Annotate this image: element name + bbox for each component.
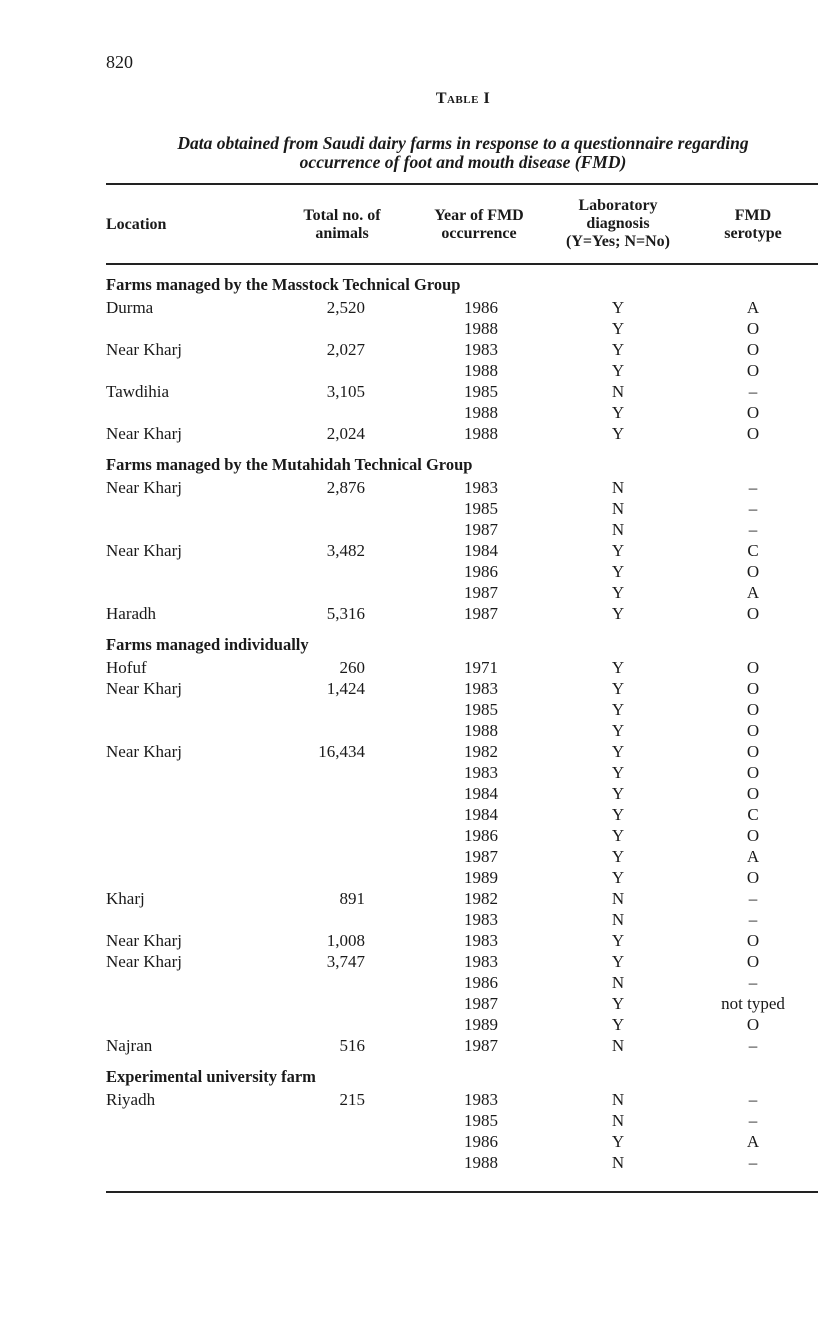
cell-year: 1989 xyxy=(464,1015,498,1034)
cell-location: Haradh xyxy=(106,604,157,623)
cell-total: 1,008 xyxy=(326,931,365,950)
table-row xyxy=(106,360,818,381)
cell-location: Hofuf xyxy=(106,658,147,677)
cell-serotype: – xyxy=(748,520,758,539)
cell-location: Near Kharj xyxy=(106,478,182,497)
cell-lab: Y xyxy=(611,340,625,359)
cell-total: 3,105 xyxy=(326,382,365,401)
cell-year: 1986 xyxy=(464,562,498,581)
cell-year: 1988 xyxy=(464,319,498,338)
cell-lab: N xyxy=(611,1111,625,1130)
cell-location: Near Kharj xyxy=(106,679,182,698)
cell-total: 260 xyxy=(339,658,365,677)
table-row xyxy=(106,657,818,678)
cell-serotype: O xyxy=(746,403,760,422)
table-caption xyxy=(0,134,828,172)
cell-year: 1984 xyxy=(464,541,498,560)
cell-total: 891 xyxy=(339,889,365,908)
section-heading: Farms managed by the Masstock Technical Group xyxy=(106,275,461,294)
cell-total: 215 xyxy=(339,1090,365,1109)
cell-lab: Y xyxy=(611,994,625,1013)
cell-serotype: – xyxy=(748,1036,758,1055)
cell-lab: N xyxy=(611,478,625,497)
cell-serotype: A xyxy=(746,298,760,317)
cell-year: 1983 xyxy=(464,340,498,359)
cell-serotype: not typed xyxy=(721,994,785,1013)
cell-lab: Y xyxy=(611,1132,625,1151)
cell-serotype: O xyxy=(746,604,760,623)
cell-lab: Y xyxy=(611,361,625,380)
table-row xyxy=(106,678,818,699)
cell-serotype: O xyxy=(746,931,760,950)
top-rule xyxy=(106,183,818,185)
cell-serotype: – xyxy=(748,478,758,497)
section-heading: Farms managed by the Mutahidah Technical Group xyxy=(106,455,473,474)
cell-lab: Y xyxy=(611,805,625,824)
cell-year: 1988 xyxy=(464,1153,498,1172)
section-heading: Experimental university farm xyxy=(106,1067,316,1086)
table-body xyxy=(106,273,818,1173)
header-serotype xyxy=(703,207,803,243)
table-row xyxy=(106,951,818,972)
cell-lab: N xyxy=(611,382,625,401)
cell-location: Riyadh xyxy=(106,1090,156,1109)
cell-total: 2,024 xyxy=(326,424,365,443)
cell-year: 1983 xyxy=(464,931,498,950)
cell-serotype: O xyxy=(746,700,760,719)
table-row xyxy=(106,1014,818,1035)
cell-location: Near Kharj xyxy=(106,541,182,560)
cell-location: Near Kharj xyxy=(106,742,182,761)
cell-year: 1986 xyxy=(464,973,498,992)
header-line: Laboratory xyxy=(578,197,658,214)
cell-year: 1988 xyxy=(464,361,498,380)
cell-year: 1984 xyxy=(464,784,498,803)
cell-lab: Y xyxy=(611,700,625,719)
table-row xyxy=(106,930,818,951)
cell-year: 1987 xyxy=(464,994,498,1013)
table-row xyxy=(106,1110,818,1131)
cell-year: 1987 xyxy=(464,583,498,602)
cell-total: 2,520 xyxy=(326,298,365,317)
cell-total: 5,316 xyxy=(326,604,365,623)
cell-serotype: O xyxy=(746,784,760,803)
cell-location: Near Kharj xyxy=(106,424,182,443)
cell-year: 1987 xyxy=(464,1036,498,1055)
cell-lab: N xyxy=(611,520,625,539)
header-line: (Y=Yes; N=No) xyxy=(566,233,670,250)
cell-year: 1983 xyxy=(464,763,498,782)
cell-year: 1985 xyxy=(464,499,498,518)
cell-serotype: O xyxy=(746,679,760,698)
table-row xyxy=(106,381,818,402)
cell-serotype: O xyxy=(746,340,760,359)
header-line: FMD xyxy=(734,207,772,224)
cell-year: 1982 xyxy=(464,889,498,908)
table-row xyxy=(106,762,818,783)
cell-year: 1987 xyxy=(464,847,498,866)
cell-year: 1985 xyxy=(464,1111,498,1130)
header-line: Year of FMD xyxy=(434,207,524,224)
cell-lab: Y xyxy=(611,1015,625,1034)
cell-serotype: A xyxy=(746,583,760,602)
table-row xyxy=(106,297,818,318)
table-row xyxy=(106,540,818,561)
table-row xyxy=(106,846,818,867)
table-row xyxy=(106,1035,818,1056)
bottom-rule xyxy=(106,1191,818,1193)
table-row xyxy=(106,783,818,804)
table-row xyxy=(106,603,818,624)
cell-location: Tawdihia xyxy=(106,382,170,401)
header-rule xyxy=(106,263,818,265)
header-location: Location xyxy=(106,216,167,233)
cell-year: 1983 xyxy=(464,952,498,971)
table-row xyxy=(106,519,818,540)
cell-serotype: C xyxy=(747,541,759,560)
cell-serotype: O xyxy=(746,361,760,380)
cell-lab: Y xyxy=(611,784,625,803)
cell-total: 2,876 xyxy=(326,478,365,497)
header-line: animals xyxy=(315,225,369,242)
header-line: serotype xyxy=(724,225,782,242)
cell-serotype: – xyxy=(748,973,758,992)
cell-serotype: – xyxy=(748,1153,758,1172)
cell-lab: Y xyxy=(611,952,625,971)
cell-serotype: – xyxy=(748,1111,758,1130)
table-row xyxy=(106,1089,818,1110)
cell-serotype: – xyxy=(748,889,758,908)
cell-lab: Y xyxy=(611,679,625,698)
table-row xyxy=(106,1152,818,1173)
cell-lab: Y xyxy=(611,583,625,602)
header-line: diagnosis xyxy=(586,215,650,232)
cell-year: 1987 xyxy=(464,520,498,539)
table-row xyxy=(106,402,818,423)
cell-serotype: O xyxy=(746,742,760,761)
table-row xyxy=(106,741,818,762)
cell-serotype: O xyxy=(746,424,760,443)
cell-year: 1988 xyxy=(464,424,498,443)
cell-serotype: O xyxy=(746,826,760,845)
cell-serotype: O xyxy=(746,763,760,782)
cell-lab: N xyxy=(611,889,625,908)
cell-total: 516 xyxy=(339,1036,365,1055)
cell-year: 1987 xyxy=(464,604,498,623)
caption-line: Data obtained from Saudi dairy farms in response to a questionnaire regarding xyxy=(177,133,749,153)
cell-year: 1983 xyxy=(464,679,498,698)
cell-year: 1989 xyxy=(464,868,498,887)
cell-lab: Y xyxy=(611,541,625,560)
cell-location: Near Kharj xyxy=(106,931,182,950)
cell-location: Najran xyxy=(106,1036,153,1055)
cell-year: 1986 xyxy=(464,826,498,845)
table-row xyxy=(106,825,818,846)
table-row xyxy=(106,888,818,909)
cell-location: Near Kharj xyxy=(106,340,182,359)
cell-lab: N xyxy=(611,973,625,992)
table-row xyxy=(106,699,818,720)
cell-lab: N xyxy=(611,1090,625,1109)
cell-serotype: O xyxy=(746,1015,760,1034)
cell-year: 1988 xyxy=(464,721,498,740)
cell-year: 1983 xyxy=(464,1090,498,1109)
cell-total: 1,424 xyxy=(326,679,365,698)
cell-serotype: O xyxy=(746,562,760,581)
cell-lab: Y xyxy=(611,298,625,317)
table-row xyxy=(106,582,818,603)
cell-lab: Y xyxy=(611,721,625,740)
cell-lab: Y xyxy=(611,319,625,338)
cell-serotype: A xyxy=(746,847,760,866)
cell-serotype: O xyxy=(746,868,760,887)
cell-year: 1985 xyxy=(464,382,498,401)
page-number: 820 xyxy=(106,52,133,72)
table-title: Table I xyxy=(435,90,491,107)
cell-total: 16,434 xyxy=(318,742,365,761)
cell-location: Durma xyxy=(106,298,154,317)
cell-lab: Y xyxy=(611,868,625,887)
caption-line: occurrence of foot and mouth disease (FMD) xyxy=(299,152,627,172)
cell-serotype: – xyxy=(748,499,758,518)
cell-lab: Y xyxy=(611,763,625,782)
cell-serotype: – xyxy=(748,910,758,929)
cell-lab: Y xyxy=(611,424,625,443)
cell-year: 1984 xyxy=(464,805,498,824)
table-row xyxy=(106,339,818,360)
cell-lab: Y xyxy=(611,847,625,866)
cell-total: 2,027 xyxy=(326,340,365,359)
cell-serotype: O xyxy=(746,319,760,338)
cell-lab: Y xyxy=(611,826,625,845)
header-total xyxy=(280,207,404,243)
cell-lab: N xyxy=(611,1153,625,1172)
table-row xyxy=(106,498,818,519)
cell-serotype: – xyxy=(748,1090,758,1109)
table-row xyxy=(106,1131,818,1152)
table-row xyxy=(106,804,818,825)
cell-location: Near Kharj xyxy=(106,952,182,971)
table-row xyxy=(106,423,818,444)
cell-year: 1985 xyxy=(464,700,498,719)
table-row xyxy=(106,561,818,582)
table-row xyxy=(106,867,818,888)
cell-serotype: C xyxy=(747,805,759,824)
cell-year: 1971 xyxy=(464,658,498,677)
cell-lab: Y xyxy=(611,403,625,422)
table-row xyxy=(106,318,818,339)
cell-lab: Y xyxy=(611,742,625,761)
cell-lab: N xyxy=(611,1036,625,1055)
cell-year: 1983 xyxy=(464,478,498,497)
table-row xyxy=(106,972,818,993)
cell-year: 1982 xyxy=(464,742,498,761)
cell-serotype: O xyxy=(746,952,760,971)
cell-location: Kharj xyxy=(106,889,145,908)
cell-year: 1986 xyxy=(464,298,498,317)
cell-serotype: – xyxy=(748,382,758,401)
header-line: Total no. of xyxy=(303,207,381,224)
cell-total: 3,747 xyxy=(326,952,365,971)
cell-lab: Y xyxy=(611,931,625,950)
section-heading: Farms managed individually xyxy=(106,635,309,654)
header-lab xyxy=(538,197,698,251)
table-row xyxy=(106,477,818,498)
cell-serotype: O xyxy=(746,721,760,740)
cell-total: 3,482 xyxy=(326,541,365,560)
cell-lab: Y xyxy=(611,604,625,623)
table-row xyxy=(106,720,818,741)
cell-lab: Y xyxy=(611,658,625,677)
cell-serotype: A xyxy=(746,1132,760,1151)
cell-year: 1983 xyxy=(464,910,498,929)
table-row xyxy=(106,993,818,1014)
cell-year: 1986 xyxy=(464,1132,498,1151)
header-year xyxy=(414,207,544,243)
cell-lab: N xyxy=(611,910,625,929)
table-row xyxy=(106,909,818,930)
header-line: occurrence xyxy=(441,225,517,242)
cell-year: 1988 xyxy=(464,403,498,422)
cell-lab: Y xyxy=(611,562,625,581)
cell-serotype: O xyxy=(746,658,760,677)
cell-lab: N xyxy=(611,499,625,518)
